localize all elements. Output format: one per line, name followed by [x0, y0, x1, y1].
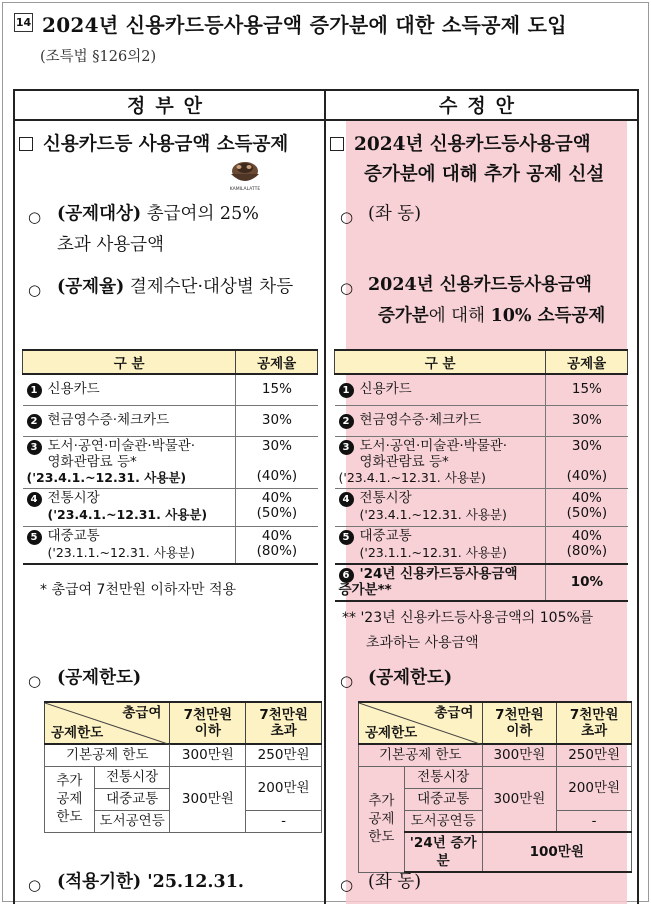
svg-text:KAMILALATTE: KAMILALATTE: [229, 187, 261, 192]
bullet-ring-icon: ○: [28, 281, 42, 299]
table-row: 1 신용카드 15%: [335, 374, 628, 405]
limit-table-corner: 총급여 공제한도: [45, 702, 170, 744]
left-bullet-rate: (공제율) 결제수단·대상별 차등: [57, 277, 294, 297]
table-row: 1 신용카드 15%: [23, 374, 318, 405]
number-badge-icon: 5: [339, 530, 354, 545]
bullet-ring-icon: ○: [28, 876, 42, 894]
table-row: 5 대중교통 ('23.1.1.~12.31. 사용분) 40% (80%): [23, 526, 318, 564]
limit-col-above: 7천만원 초과: [246, 702, 322, 744]
number-badge-icon: 3: [339, 440, 354, 455]
table-row-new: 6 '24년 신용카드등사용금액 증가분** 10%: [335, 564, 628, 601]
left-rate-table: [22, 349, 318, 565]
bullet-ring-icon: ○: [340, 279, 354, 297]
number-badge-icon: 6: [339, 568, 354, 583]
item-number: 14: [14, 13, 33, 32]
checkbox-square-icon: [330, 137, 344, 151]
limit-col-below: 7천만원 이하: [482, 702, 557, 744]
limit-col-below: 7천만원 이하: [170, 702, 246, 744]
bullet-ring-icon: ○: [340, 876, 354, 894]
left-bullet-target: (공제대상) 총급여의 25%: [57, 204, 259, 224]
bullet-ring-icon: ○: [28, 208, 42, 226]
number-badge-icon: 4: [27, 492, 42, 507]
right-bullet-rate: 2024년 신용카드등사용금액: [368, 275, 592, 295]
number-badge-icon: 2: [27, 414, 42, 429]
table-header-rate: 공제율: [236, 350, 318, 374]
left-bullet-target-cont: 초과 사용금액: [57, 235, 164, 255]
right-limit-table: 총급여 공제한도 7천만원 이하 7천만원 초과 기본공제 한도 300만원 250만원 추가 공제 한도 전통시장 300만원 200만원 대중교통 도서공연등 - '24년 증가분 100만원: [358, 701, 632, 873]
number-badge-icon: 1: [27, 383, 42, 398]
table-header-category: 구 분: [23, 350, 236, 374]
right-bullet-rate-cont: 증가분에 대해 10% 소득공제: [378, 306, 606, 326]
checkbox-square-icon: [19, 137, 33, 151]
left-section-title: 신용카드등 사용금액 소득공제: [19, 132, 288, 158]
number-badge-icon: 1: [339, 383, 354, 398]
right-footnote: ** '23년 신용카드등사용금액의 105%를: [342, 610, 594, 626]
column-divider: [324, 89, 326, 904]
right-rate-table: [334, 349, 628, 602]
bullet-ring-icon: ○: [340, 672, 354, 690]
table-row: 4 전통시장 ('23.4.1.~12.31. 사용분) 40% (50%): [23, 488, 318, 526]
table-row: 5 대중교통 ('23.1.1.~12.31. 사용분) 40% (80%): [335, 526, 628, 564]
limit-table-corner: 총급여 공제한도: [359, 702, 483, 744]
right-footnote-cont: 초과하는 사용금액: [366, 635, 479, 651]
left-period: (적용기한) '25.12.31.: [57, 872, 244, 892]
table-header-category: 구 분: [335, 350, 546, 374]
bullet-ring-icon: ○: [28, 672, 42, 690]
left-limit-table: 총급여 공제한도 7천만원 이하 7천만원 초과 기본공제 한도 300만원 250만원 추가 공제 한도 전통시장 300만원 200만원 대중교통 도서공연등 -: [44, 701, 322, 833]
bullet-ring-icon: ○: [340, 208, 354, 226]
page-subtitle: (조특법 §126의2): [40, 49, 157, 65]
table-row: 3 도서·공연·미술관·박물관· 영화관람료 등* ('23.4.1.~12.31. 사용분) 30% (40%): [23, 436, 318, 488]
number-badge-icon: 2: [339, 414, 354, 429]
number-badge-icon: 3: [27, 440, 42, 455]
table-row: 2 현금영수증·체크카드 30%: [23, 405, 318, 436]
table-row: 3 도서·공연·미술관·박물관· 영화관람료 등* ('23.4.1.~12.31. 사용분) 30% (40%): [335, 436, 628, 488]
table-header-rate: 공제율: [546, 350, 628, 374]
left-footnote: * 총급여 7천만원 이하자만 적용: [40, 582, 236, 598]
table-row: 4 전통시장 ('23.4.1.~12.31. 사용분) 40% (50%): [335, 488, 628, 526]
right-section-title-cont: 증가분에 대해 추가 공제 신설: [364, 164, 605, 185]
number-badge-icon: 4: [339, 492, 354, 507]
column-head-government: 정부안: [126, 95, 213, 117]
left-limit-label: (공제한도): [57, 668, 142, 688]
table-row: 2 현금영수증·체크카드 30%: [335, 405, 628, 436]
right-limit-label: (공제한도): [368, 668, 453, 688]
right-section-title: 2024년 신용카드등사용금액: [330, 132, 591, 158]
coffee-cup-logo-icon: [222, 158, 268, 192]
right-period: (좌 동): [368, 872, 422, 892]
column-head-revision: 수정안: [438, 95, 525, 117]
right-bullet-target: (좌 동): [368, 204, 422, 224]
number-badge-icon: 5: [27, 530, 42, 545]
page-title: 2024년 신용카드등사용금액 증가분에 대한 소득공제 도입: [42, 13, 567, 37]
limit-col-above: 7천만원 초과: [557, 702, 632, 744]
